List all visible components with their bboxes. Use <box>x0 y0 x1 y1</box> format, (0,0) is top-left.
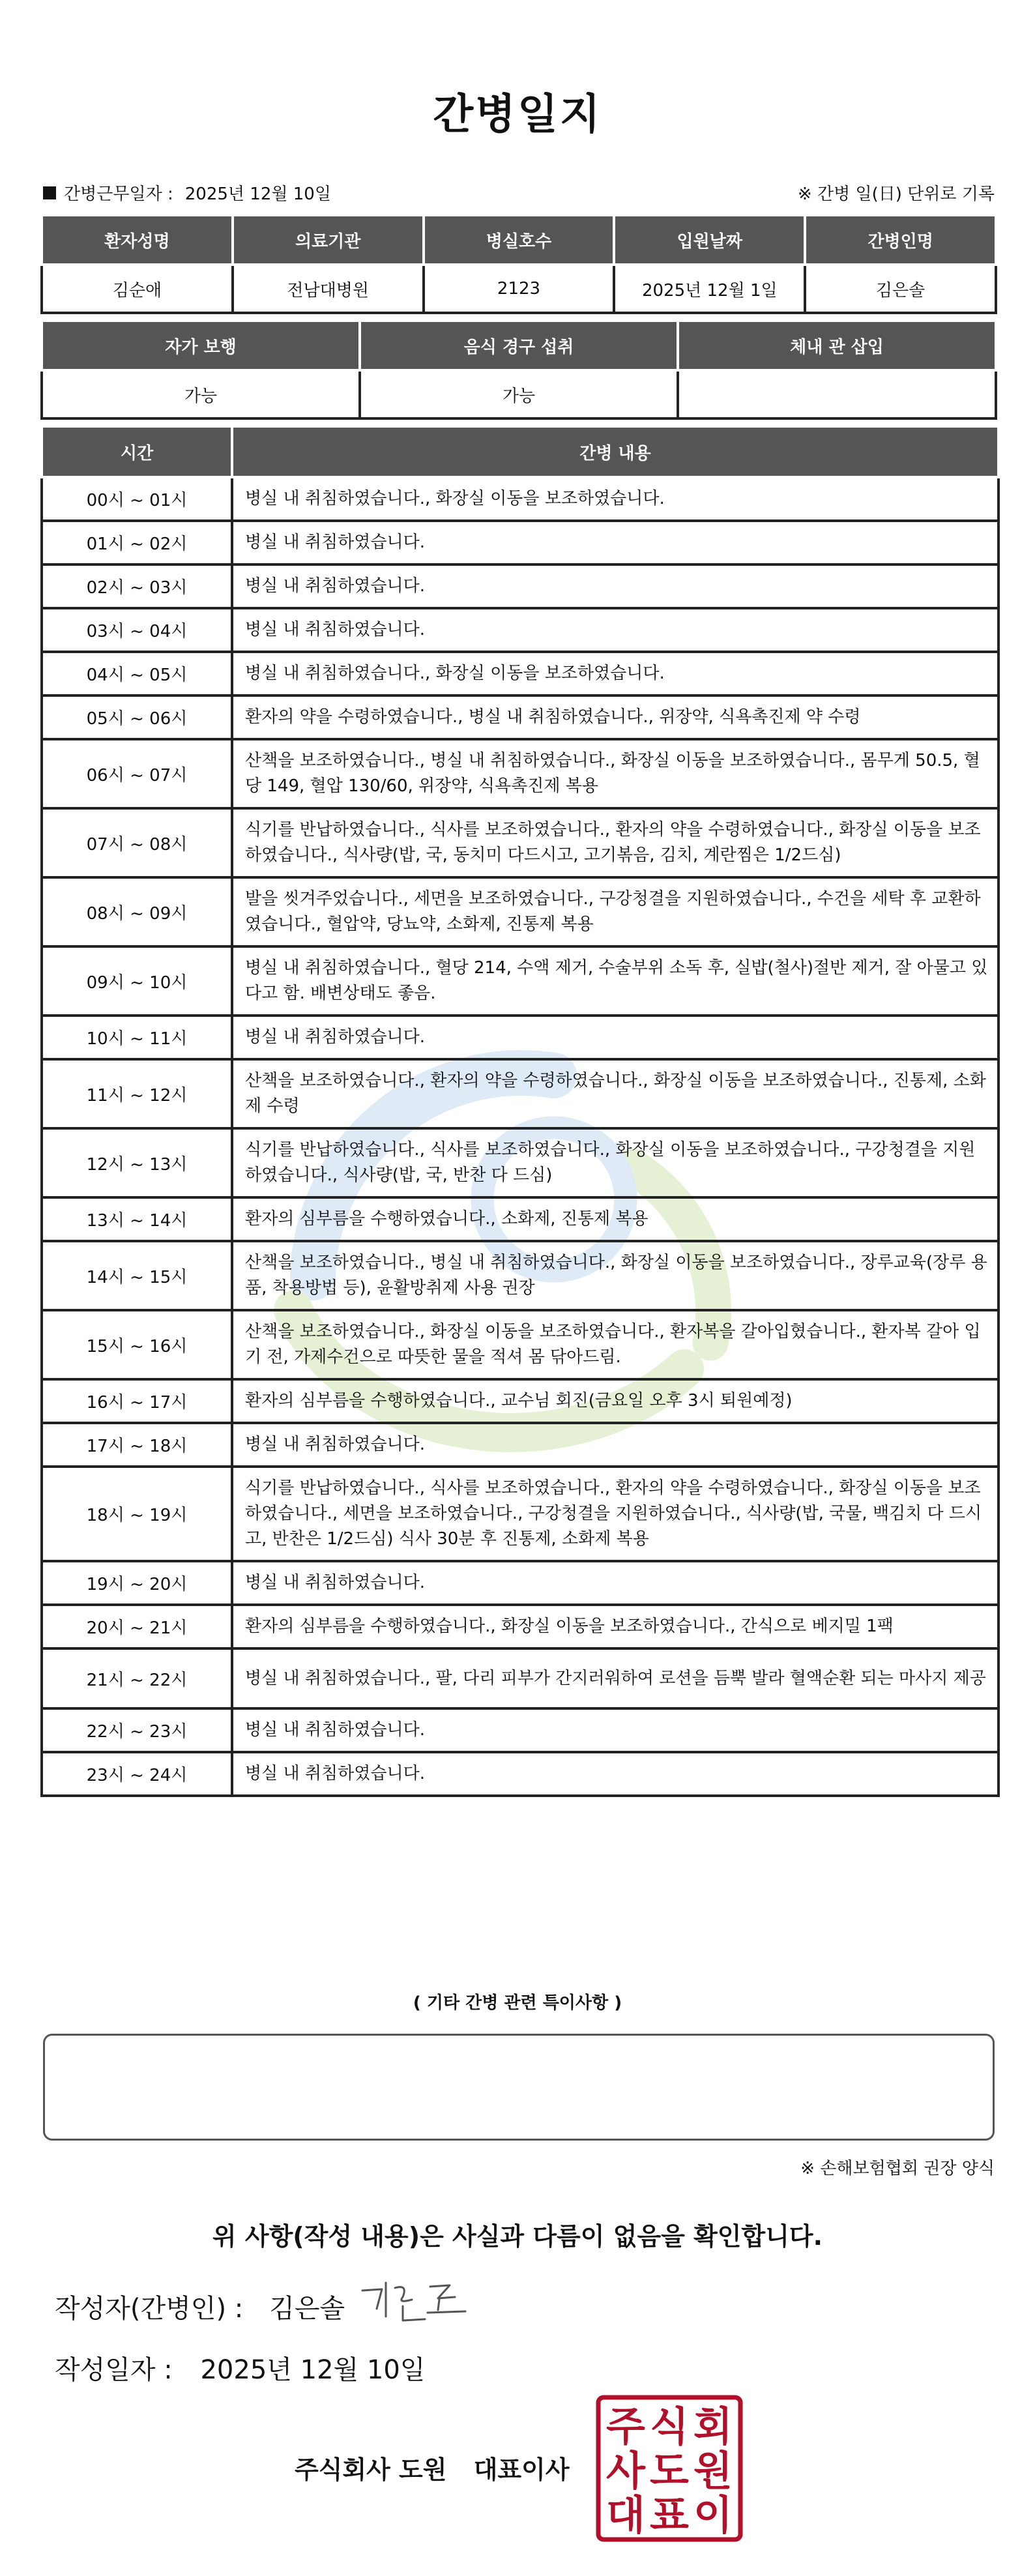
header-hospital: 의료기관 <box>233 215 424 265</box>
log-row <box>42 1467 999 1561</box>
log-time: 08시 ~ 09시 <box>42 877 232 946</box>
writer-line <box>55 2288 345 2325</box>
log-content: 식기를 반납하였습니다., 식사를 보조하였습니다., 환자의 약을 수령하였습니다., 화장실 이동을 보조하였습니다., 식사량(밥, 국, 동치미 다드시고, 고기볶음, 김치, 계란찜은 1/2드심) <box>232 808 999 877</box>
log-time: 04시 ~ 05시 <box>42 652 232 695</box>
log-content: 병실 내 취침하였습니다. <box>232 1016 999 1059</box>
log-content: 병실 내 취침하였습니다. <box>232 1752 999 1796</box>
log-time: 06시 ~ 07시 <box>42 739 232 808</box>
log-row <box>42 608 999 652</box>
company-name: 주식회사 도원 <box>295 2455 447 2484</box>
svg-text:대: 대 <box>606 2491 645 2539</box>
writer-label: 작성자(간병인) : <box>55 2294 244 2324</box>
svg-text:사: 사 <box>606 2447 645 2495</box>
log-content: 병실 내 취침하였습니다. <box>232 564 999 608</box>
log-content: 병실 내 취침하였습니다., 팔, 다리 피부가 간지러워하여 로션을 듬뿍 발라 혈액순환 되는 마사지 제공 <box>232 1648 999 1708</box>
log-row <box>42 521 999 564</box>
writer-name: 김은솔 <box>269 2294 345 2324</box>
log-time: 21시 ~ 22시 <box>42 1648 232 1708</box>
svg-text:이: 이 <box>693 2491 733 2539</box>
room-number: 2123 <box>424 265 615 313</box>
log-time: 10시 ~ 11시 <box>42 1016 232 1059</box>
header-admission-date: 입원날짜 <box>614 215 805 265</box>
log-content: 병실 내 취침하였습니다. <box>232 1423 999 1467</box>
log-row <box>42 1197 999 1241</box>
self-walking: 가능 <box>42 370 360 418</box>
log-content: 환자의 심부름을 수행하였습니다., 교수님 회진(금요일 오후 3시 퇴원예정) <box>232 1379 999 1423</box>
header-tube-insertion: 체내 관 삽입 <box>678 321 996 370</box>
oral-intake: 가능 <box>360 370 678 418</box>
log-time: 01시 ~ 02시 <box>42 521 232 564</box>
log-row <box>42 1423 999 1467</box>
date-value: 2025년 12월 10일 <box>200 2355 426 2385</box>
patient-info-header-row <box>42 215 996 265</box>
square-bullet-icon <box>43 186 56 199</box>
log-content: 병실 내 취침하였습니다. <box>232 608 999 652</box>
svg-text:주: 주 <box>606 2403 645 2450</box>
care-status-table <box>40 319 997 420</box>
log-content: 식기를 반납하였습니다., 식사를 보조하였습니다., 환자의 약을 수령하였습니다., 화장실 이동을 보조하였습니다., 세면을 보조하였습니다., 구강청결을 지원하였습니다., 식사량(밥, 국물, 백김치 다 드시고, 반찬은 1/2드심) 식사 30분 후 진통제, 소화제 복용 <box>232 1467 999 1561</box>
log-content: 산책을 보조하였습니다., 화장실 이동을 보조하였습니다., 환자복을 갈아입혔습니다., 환자복 갈아 입기 전, 가제수건으로 따뜻한 물을 적셔 몸 닦아드림. <box>232 1310 999 1379</box>
log-row <box>42 808 999 877</box>
patient-info-value-row <box>42 265 996 313</box>
log-content: 병실 내 취침하였습니다., 화장실 이동을 보조하였습니다. <box>232 477 999 521</box>
log-time: 00시 ~ 01시 <box>42 477 232 521</box>
log-row <box>42 1561 999 1605</box>
svg-text:식: 식 <box>650 2403 689 2450</box>
svg-text:표: 표 <box>650 2491 689 2539</box>
log-time: 05시 ~ 06시 <box>42 695 232 739</box>
notes-box <box>43 2034 995 2141</box>
hospital: 전남대병원 <box>233 265 424 313</box>
company-line <box>295 2450 570 2485</box>
log-row <box>42 1059 999 1128</box>
log-time: 15시 ~ 16시 <box>42 1310 232 1379</box>
patient-name: 김순애 <box>42 265 233 313</box>
log-time: 18시 ~ 19시 <box>42 1467 232 1561</box>
care-log-table <box>40 425 1000 1797</box>
log-row <box>42 1310 999 1379</box>
date-label: 작성일자 : <box>55 2355 173 2385</box>
form-note: ※ 손해보험협회 권장 양식 <box>800 2159 995 2178</box>
work-date-value: 2025년 12월 10일 <box>184 184 331 204</box>
work-date-label: 간병근무일자 : <box>64 184 173 204</box>
log-time: 09시 ~ 10시 <box>42 946 232 1016</box>
log-time: 02시 ~ 03시 <box>42 564 232 608</box>
log-row <box>42 1708 999 1752</box>
confirmation-text: 위 사항(작성 내용)은 사실과 다름이 없음을 확인합니다. <box>212 2222 823 2251</box>
header-time: 시간 <box>42 426 232 477</box>
header-self-walking: 자가 보행 <box>42 321 360 370</box>
log-content: 병실 내 취침하였습니다. <box>232 521 999 564</box>
log-content: 병실 내 취침하였습니다., 화장실 이동을 보조하였습니다. <box>232 652 999 695</box>
log-time: 20시 ~ 21시 <box>42 1605 232 1648</box>
log-row <box>42 1016 999 1059</box>
header-caregiver-name: 간병인명 <box>805 215 996 265</box>
care-status-value-row <box>42 370 996 418</box>
log-row <box>42 564 999 608</box>
log-time: 19시 ~ 20시 <box>42 1561 232 1605</box>
unit-note: ※ 간병 일(日) 단위로 기록 <box>797 184 995 204</box>
header-room-number: 병실호수 <box>424 215 615 265</box>
log-row <box>42 1648 999 1708</box>
svg-text:도: 도 <box>650 2447 689 2495</box>
log-row <box>42 477 999 521</box>
written-date-line <box>55 2349 425 2386</box>
log-content: 병실 내 취침하였습니다. <box>232 1561 999 1605</box>
document-title: 간병일지 <box>433 91 602 139</box>
log-time: 14시 ~ 15시 <box>42 1241 232 1310</box>
notes-title: ( 기타 간병 관련 특이사항 ) <box>413 1993 622 2013</box>
company-role: 대표이사 <box>473 2455 570 2484</box>
header-oral-intake: 음식 경구 섭취 <box>360 321 678 370</box>
log-row <box>42 1752 999 1796</box>
log-row <box>42 652 999 695</box>
log-time: 23시 ~ 24시 <box>42 1752 232 1796</box>
log-content: 병실 내 취침하였습니다. <box>232 1708 999 1752</box>
log-row <box>42 1605 999 1648</box>
company-seal-stamp <box>596 2395 743 2542</box>
signature-image <box>357 2276 472 2328</box>
tube-insertion <box>678 370 996 418</box>
log-content: 병실 내 취침하였습니다., 혈당 214, 수액 제거, 수술부위 소독 후, 실밥(철사)절반 제거, 잘 아물고 있다고 함. 배변상태도 좋음. <box>232 946 999 1016</box>
log-time: 12시 ~ 13시 <box>42 1128 232 1197</box>
log-row <box>42 877 999 946</box>
log-time: 07시 ~ 08시 <box>42 808 232 877</box>
log-time: 17시 ~ 18시 <box>42 1423 232 1467</box>
log-content: 환자의 약을 수령하였습니다., 병실 내 취침하였습니다., 위장약, 식욕촉진제 약 수령 <box>232 695 999 739</box>
care-status-header-row <box>42 321 996 370</box>
log-time: 16시 ~ 17시 <box>42 1379 232 1423</box>
work-date <box>43 181 331 205</box>
care-log-body <box>42 477 999 1796</box>
caregiver-name: 김은솔 <box>805 265 996 313</box>
log-row <box>42 695 999 739</box>
log-row <box>42 1241 999 1310</box>
log-content: 식기를 반납하였습니다., 식사를 보조하였습니다., 화장실 이동을 보조하였습니다., 구강청결을 지원하였습니다., 식사량(밥, 국, 반찬 다 드심) <box>232 1128 999 1197</box>
patient-info-table <box>40 214 997 314</box>
log-content: 환자의 심부름을 수행하였습니다., 소화제, 진통제 복용 <box>232 1197 999 1241</box>
log-row <box>42 1128 999 1197</box>
admission-date: 2025년 12월 1일 <box>614 265 805 313</box>
care-log-header-row <box>42 426 999 477</box>
log-time: 13시 ~ 14시 <box>42 1197 232 1241</box>
log-row <box>42 739 999 808</box>
svg-text:회: 회 <box>693 2403 733 2450</box>
log-time: 11시 ~ 12시 <box>42 1059 232 1128</box>
log-time: 03시 ~ 04시 <box>42 608 232 652</box>
log-content: 산책을 보조하였습니다., 병실 내 취침하였습니다., 화장실 이동을 보조하였습니다., 장루교육(장루 용품, 착용방법 등), 윤활방취제 사용 권장 <box>232 1241 999 1310</box>
header-patient-name: 환자성명 <box>42 215 233 265</box>
log-content: 발을 씻겨주었습니다., 세면을 보조하였습니다., 구강청결을 지원하였습니다., 수건을 세탁 후 교환하였습니다., 혈압약, 당뇨약, 소화제, 진통제 복용 <box>232 877 999 946</box>
log-content: 산책을 보조하였습니다., 환자의 약을 수령하였습니다., 화장실 이동을 보조하였습니다., 진통제, 소화제 수령 <box>232 1059 999 1128</box>
log-row <box>42 1379 999 1423</box>
log-content: 환자의 심부름을 수행하였습니다., 화장실 이동을 보조하였습니다., 간식으로 베지밀 1팩 <box>232 1605 999 1648</box>
header-content: 간병 내용 <box>232 426 999 477</box>
svg-text:원: 원 <box>693 2447 733 2495</box>
meta-row <box>43 181 995 207</box>
log-row <box>42 946 999 1016</box>
log-content: 산책을 보조하였습니다., 병실 내 취침하였습니다., 화장실 이동을 보조하였습니다., 몸무게 50.5, 혈당 149, 혈압 130/60, 위장약, 식욕촉진제 복용 <box>232 739 999 808</box>
log-time: 22시 ~ 23시 <box>42 1708 232 1752</box>
